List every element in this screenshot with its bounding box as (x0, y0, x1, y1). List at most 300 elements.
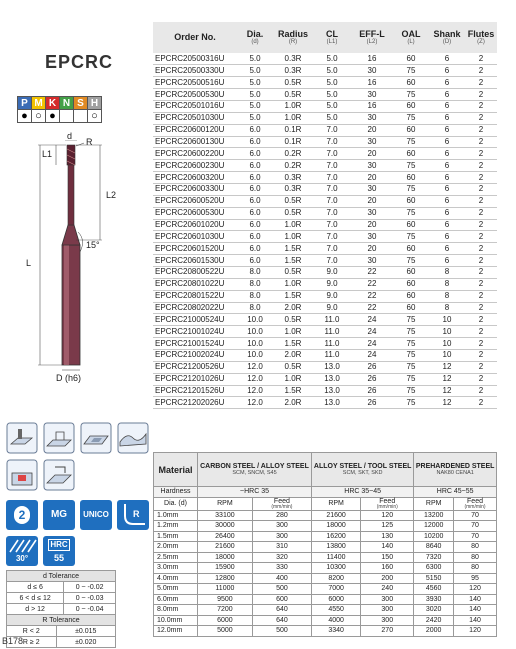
table-cell: 2 (465, 326, 497, 338)
table-cell: 6 (429, 160, 465, 172)
table-cell: 10.0 (237, 349, 273, 361)
table-cell: 7.0 (313, 160, 351, 172)
table-cell: 75 (393, 136, 429, 148)
table-cell: 6.0 (237, 255, 273, 267)
table-cell: 6 (429, 89, 465, 101)
table-cell: 12.0 (237, 397, 273, 409)
condition-row (154, 552, 497, 563)
iso-mark-s (74, 110, 88, 123)
table-cell: 8.0 (237, 302, 273, 314)
condition-cell: 2420 (414, 615, 454, 626)
rpm-header: RPM (198, 497, 253, 510)
table-cell: 2 (465, 338, 497, 350)
iso-grade-m: M (32, 97, 46, 110)
table-cell: 8 (429, 290, 465, 302)
r-tolerance-range: R < 2 (7, 626, 57, 637)
table-cell: 26 (351, 373, 393, 385)
table-cell: 6 (429, 243, 465, 255)
table-cell: 8.0 (237, 290, 273, 302)
table-cell: 5.0 (313, 89, 351, 101)
order-number-cell: EPCRC20800522U (153, 266, 237, 278)
table-row (153, 349, 497, 361)
table-cell: 60 (393, 195, 429, 207)
condition-cell: 18000 (312, 521, 361, 532)
feed-label: Feed (467, 497, 483, 505)
table-row (153, 326, 497, 338)
table-cell: 6.0 (237, 148, 273, 160)
flute-count-value: 2 (14, 506, 30, 524)
table-cell: 6 (429, 172, 465, 184)
table-cell: 0.5R (273, 207, 313, 219)
table-cell: 10.0 (237, 338, 273, 350)
table-cell: 1.0R (273, 326, 313, 338)
material-group-1-name: CARBON STEEL / ALLOY STEEL (200, 463, 309, 470)
table-cell: 5.0 (237, 65, 273, 77)
table-cell: 1.0R (273, 373, 313, 385)
feed-unit: (mm/min) (464, 503, 486, 510)
iso-grade-n: N (60, 97, 74, 110)
condition-cell: 310 (252, 542, 311, 553)
condition-cell: 240 (361, 584, 414, 595)
table-cell: 9.0 (313, 278, 351, 290)
table-cell: 5.0 (237, 112, 273, 124)
d-tolerance-value: 0 ~ -0.04 (64, 604, 116, 615)
table-cell: 2 (465, 314, 497, 326)
table-cell: 60 (393, 302, 429, 314)
table-cell: 0.5R (273, 89, 313, 101)
table-cell: 20 (351, 172, 393, 184)
end-mill-diagram (20, 140, 130, 380)
condition-cell: 330 (252, 563, 311, 574)
condition-cell: 4560 (414, 584, 454, 595)
table-cell: 30 (351, 112, 393, 124)
table-cell: 2 (465, 278, 497, 290)
condition-cell: 10300 (312, 563, 361, 574)
pocket-milling-icon (80, 422, 112, 454)
table-cell: 30 (351, 255, 393, 267)
table-cell: 6.0 (237, 219, 273, 231)
table-cell: 75 (393, 112, 429, 124)
table-cell: 6.0 (237, 243, 273, 255)
column-header-sub: (L1) (326, 39, 338, 45)
hardness-group-3: HRC 45~55 (414, 487, 497, 498)
order-number-cell: EPCRC20500330U (153, 65, 237, 77)
order-number-cell: EPCRC20802022U (153, 302, 237, 314)
condition-cell: 140 (454, 615, 497, 626)
condition-row (154, 531, 497, 542)
condition-cell: 13200 (414, 510, 454, 521)
order-number-cell: EPCRC20500530U (153, 89, 237, 101)
table-cell: 26 (351, 385, 393, 397)
column-header (351, 22, 393, 53)
condition-cell: 6000 (198, 615, 253, 626)
helix-angle-badge (6, 536, 38, 566)
table-cell: 6 (429, 255, 465, 267)
table-cell: 2 (465, 397, 497, 409)
condition-cell: 150 (361, 552, 414, 563)
hardness-label: Hardness (154, 487, 198, 498)
page-number: B178 (2, 636, 24, 646)
table-cell: 75 (393, 326, 429, 338)
table-cell: 6 (429, 124, 465, 136)
condition-row (154, 594, 497, 605)
order-number-cell: EPCRC20601020U (153, 219, 237, 231)
table-cell: 0.3R (273, 172, 313, 184)
table-cell: 6 (429, 100, 465, 112)
table-row (153, 100, 497, 112)
table-cell: 2.0R (273, 349, 313, 361)
order-number-cell: EPCRC20600330U (153, 183, 237, 195)
order-number-cell: EPCRC21202026U (153, 397, 237, 409)
helix-angle-value: 30° (15, 554, 29, 563)
condition-row (154, 605, 497, 616)
condition-cell: 140 (454, 594, 497, 605)
condition-cell: 2000 (414, 626, 454, 637)
condition-cell: 120 (454, 626, 497, 637)
column-header (273, 22, 313, 53)
label-r: R (86, 137, 93, 147)
hrc-value: 55 (53, 553, 64, 563)
d-tolerance-value: 0 ~ -0.03 (64, 593, 116, 604)
condition-cell: 120 (454, 584, 497, 595)
table-cell: 20 (351, 243, 393, 255)
feed-header (454, 497, 497, 510)
hardness-group-1: ~HRC 35 (198, 487, 312, 498)
table-cell: 2 (465, 219, 497, 231)
order-number-cell: EPCRC20501030U (153, 112, 237, 124)
order-number-cell: EPCRC20600230U (153, 160, 237, 172)
table-cell: 8 (429, 302, 465, 314)
order-number-cell: EPCRC20601530U (153, 255, 237, 267)
order-number-cell: EPCRC20600220U (153, 148, 237, 160)
table-cell: 0.2R (273, 160, 313, 172)
table-cell: 2 (465, 172, 497, 184)
table-cell: 20 (351, 195, 393, 207)
condition-cell: 9500 (198, 594, 253, 605)
d-tolerance-value: 0 ~ -0.02 (64, 582, 116, 593)
iso-mark-n (60, 110, 74, 123)
diameter-cell: 1.5mm (154, 531, 198, 542)
column-header (237, 22, 273, 53)
table-cell: 0.5R (273, 361, 313, 373)
table-cell: 13.0 (313, 361, 351, 373)
table-cell: 2 (465, 65, 497, 77)
table-cell: 16 (351, 53, 393, 65)
table-row (153, 278, 497, 290)
table-cell: 30 (351, 231, 393, 243)
feed-header (361, 497, 414, 510)
condition-cell: 33100 (198, 510, 253, 521)
condition-cell: 280 (252, 510, 311, 521)
table-row (153, 302, 497, 314)
condition-cell: 3020 (414, 605, 454, 616)
order-number-cell: EPCRC20500516U (153, 77, 237, 89)
table-row (153, 136, 497, 148)
end-mill-drawing (20, 131, 130, 385)
column-header-sub: (R) (288, 39, 298, 45)
table-cell: 22 (351, 302, 393, 314)
label-l2: L2 (106, 190, 117, 200)
table-cell: 60 (393, 243, 429, 255)
table-cell: 22 (351, 278, 393, 290)
label-d: d (67, 131, 73, 141)
table-cell: 7.0 (313, 124, 351, 136)
table-cell: 6 (429, 65, 465, 77)
table-cell: 2 (465, 195, 497, 207)
condition-cell: 300 (361, 615, 414, 626)
table-cell: 30 (351, 183, 393, 195)
slotting-icon (43, 422, 75, 454)
table-cell: 2.0R (273, 302, 313, 314)
condition-cell: 200 (361, 573, 414, 584)
table-cell: 13.0 (313, 373, 351, 385)
table-row (153, 207, 497, 219)
order-number-cell: EPCRC21002024U (153, 349, 237, 361)
condition-cell: 140 (454, 605, 497, 616)
table-cell: 60 (393, 100, 429, 112)
ramping-icon (43, 459, 75, 491)
condition-row (154, 521, 497, 532)
order-number-cell: EPCRC21200526U (153, 361, 237, 373)
table-cell: 75 (393, 183, 429, 195)
table-row (153, 338, 497, 350)
condition-cell: 21600 (198, 542, 253, 553)
order-number-cell: EPCRC20801522U (153, 290, 237, 302)
table-row (153, 148, 497, 160)
table-cell: 30 (351, 65, 393, 77)
condition-cell: 6000 (312, 594, 361, 605)
table-cell: 16 (351, 100, 393, 112)
table-cell: 75 (393, 349, 429, 361)
flute-count-badge (6, 500, 38, 530)
table-cell: 30 (351, 89, 393, 101)
condition-cell: 18000 (198, 552, 253, 563)
table-cell: 13.0 (313, 385, 351, 397)
table-cell: 11.0 (313, 314, 351, 326)
table-cell: 1.0R (273, 100, 313, 112)
table-cell: 20 (351, 148, 393, 160)
table-cell: 5.0 (313, 77, 351, 89)
d-tolerance-range: 6 < d ≤ 12 (7, 593, 64, 604)
table-row (153, 373, 497, 385)
order-number-cell: EPCRC20600120U (153, 124, 237, 136)
label-angle: 15° (86, 240, 100, 250)
material-group-2-name: ALLOY STEEL / TOOL STEEL (313, 463, 412, 470)
feed-unit: (mm/min) (376, 503, 398, 510)
column-header-label: Shank (433, 29, 461, 39)
hrc-badge (43, 536, 75, 566)
table-cell: 5.0 (237, 77, 273, 89)
r-tolerance-row (7, 626, 116, 637)
table-cell: 22 (351, 266, 393, 278)
table-cell: 75 (393, 207, 429, 219)
condition-cell: 125 (361, 521, 414, 532)
condition-cell: 640 (252, 615, 311, 626)
condition-cell: 16200 (312, 531, 361, 542)
diameter-cell: 3.0mm (154, 563, 198, 574)
condition-cell: 270 (361, 626, 414, 637)
table-cell: 2 (465, 231, 497, 243)
iso-grade-h: H (88, 97, 102, 110)
condition-cell: 10200 (414, 531, 454, 542)
iso-material-grade-table (17, 96, 102, 123)
order-number-cell: EPCRC21201526U (153, 385, 237, 397)
condition-cell: 12800 (198, 573, 253, 584)
table-cell: 2 (465, 112, 497, 124)
table-cell: 60 (393, 53, 429, 65)
r-tolerance-range: R ≥ 2 (7, 637, 57, 648)
table-cell: 8.0 (237, 266, 273, 278)
table-cell: 0.5R (273, 266, 313, 278)
table-cell: 1.0R (273, 231, 313, 243)
material-group-1 (198, 453, 312, 487)
table-cell: 7.0 (313, 183, 351, 195)
d-tolerance-title: d Tolerance (7, 571, 116, 582)
table-cell: 60 (393, 77, 429, 89)
table-cell: 60 (393, 172, 429, 184)
condition-cell: 5000 (198, 626, 253, 637)
table-cell: 20 (351, 124, 393, 136)
table-row (153, 314, 497, 326)
table-cell: 0.5R (273, 314, 313, 326)
table-cell: 7.0 (313, 255, 351, 267)
table-cell: 0.2R (273, 148, 313, 160)
order-number-cell: EPCRC20501016U (153, 100, 237, 112)
rpm-header: RPM (414, 497, 454, 510)
d-tolerance-range: d ≤ 6 (7, 582, 64, 593)
table-cell: 6 (429, 195, 465, 207)
table-cell: 6 (429, 77, 465, 89)
diameter-cell: 12.0mm (154, 626, 198, 637)
feed-header (252, 497, 311, 510)
table-cell: 0.5R (273, 195, 313, 207)
table-cell: 6 (429, 219, 465, 231)
table-cell: 6 (429, 148, 465, 160)
table-cell: 2 (465, 361, 497, 373)
table-row (153, 65, 497, 77)
table-cell: 6.0 (237, 183, 273, 195)
table-cell: 1.0R (273, 112, 313, 124)
column-header (429, 22, 465, 53)
table-cell: 75 (393, 65, 429, 77)
diameter-cell: 5.0mm (154, 584, 198, 595)
iso-grade-s: S (74, 97, 88, 110)
table-cell: 12.0 (237, 385, 273, 397)
table-cell: 2 (465, 77, 497, 89)
condition-cell: 12000 (414, 521, 454, 532)
condition-cell: 95 (454, 573, 497, 584)
table-cell: 5.0 (313, 65, 351, 77)
material-group-3 (414, 453, 497, 487)
hardness-group-2: HRC 35~45 (312, 487, 414, 498)
condition-row (154, 573, 497, 584)
column-header-sub: (D) (442, 39, 452, 45)
table-cell: 6.0 (237, 136, 273, 148)
table-cell: 6.0 (237, 195, 273, 207)
d-tolerance-row (7, 582, 116, 593)
condition-cell: 11400 (312, 552, 361, 563)
material-group-2-examples: SCM, SKT, SKD (342, 470, 383, 476)
table-cell: 2 (465, 207, 497, 219)
d-tolerance-table (6, 570, 116, 615)
d-tolerance-row (7, 604, 116, 615)
table-row (153, 160, 497, 172)
material-header: Material (154, 453, 198, 487)
table-cell: 8 (429, 266, 465, 278)
table-cell: 0.1R (273, 124, 313, 136)
table-cell: 5.0 (313, 100, 351, 112)
table-cell: 26 (351, 361, 393, 373)
condition-cell: 500 (252, 584, 311, 595)
feed-label: Feed (379, 497, 396, 505)
table-cell: 75 (393, 338, 429, 350)
table-cell: 9.0 (313, 290, 351, 302)
table-row (153, 53, 497, 65)
table-row (153, 195, 497, 207)
order-number-cell: EPCRC21000524U (153, 314, 237, 326)
condition-cell: 6300 (414, 563, 454, 574)
table-cell: 2 (465, 385, 497, 397)
table-cell: 6 (429, 183, 465, 195)
table-cell: 2 (465, 266, 497, 278)
table-cell: 1.5R (273, 385, 313, 397)
condition-cell: 300 (252, 521, 311, 532)
table-row (153, 89, 497, 101)
order-number-cell: EPCRC20801022U (153, 278, 237, 290)
table-cell: 60 (393, 124, 429, 136)
table-cell: 2 (465, 160, 497, 172)
condition-cell: 3340 (312, 626, 361, 637)
table-cell: 75 (393, 231, 429, 243)
condition-cell: 15900 (198, 563, 253, 574)
condition-cell: 13800 (312, 542, 361, 553)
table-row (153, 231, 497, 243)
table-cell: 6 (429, 231, 465, 243)
r-tolerance-value: ±0.015 (56, 626, 116, 637)
table-row (153, 172, 497, 184)
order-number-cell: EPCRC20600320U (153, 172, 237, 184)
condition-row (154, 563, 497, 574)
table-cell: 1.5R (273, 290, 313, 302)
table-cell: 6.0 (237, 207, 273, 219)
table-cell: 60 (393, 278, 429, 290)
table-cell: 6 (429, 53, 465, 65)
table-cell: 60 (393, 148, 429, 160)
corner-radius-label: R (133, 509, 140, 519)
condition-cell: 300 (361, 594, 414, 605)
condition-cell: 70 (454, 531, 497, 542)
table-row (153, 183, 497, 195)
plunging-icon (6, 459, 38, 491)
side-milling-icon (6, 422, 38, 454)
table-cell: 10 (429, 326, 465, 338)
order-number-cell: EPCRC20601030U (153, 231, 237, 243)
d-tolerance-range: d > 12 (7, 604, 64, 615)
profile-milling-icon (117, 422, 149, 454)
table-cell: 5.0 (313, 53, 351, 65)
table-cell: 12 (429, 397, 465, 409)
column-header-sub: (L2) (366, 39, 378, 45)
diameter-cell: 1.0mm (154, 510, 198, 521)
condition-row (154, 584, 497, 595)
material-group-1-examples: SCM, SNCM, S45 (232, 470, 277, 476)
table-cell: 2 (465, 243, 497, 255)
condition-cell: 4550 (312, 605, 361, 616)
table-cell: 60 (393, 266, 429, 278)
table-cell: 7.0 (313, 195, 351, 207)
table-cell: 2 (465, 124, 497, 136)
column-header (153, 22, 237, 53)
